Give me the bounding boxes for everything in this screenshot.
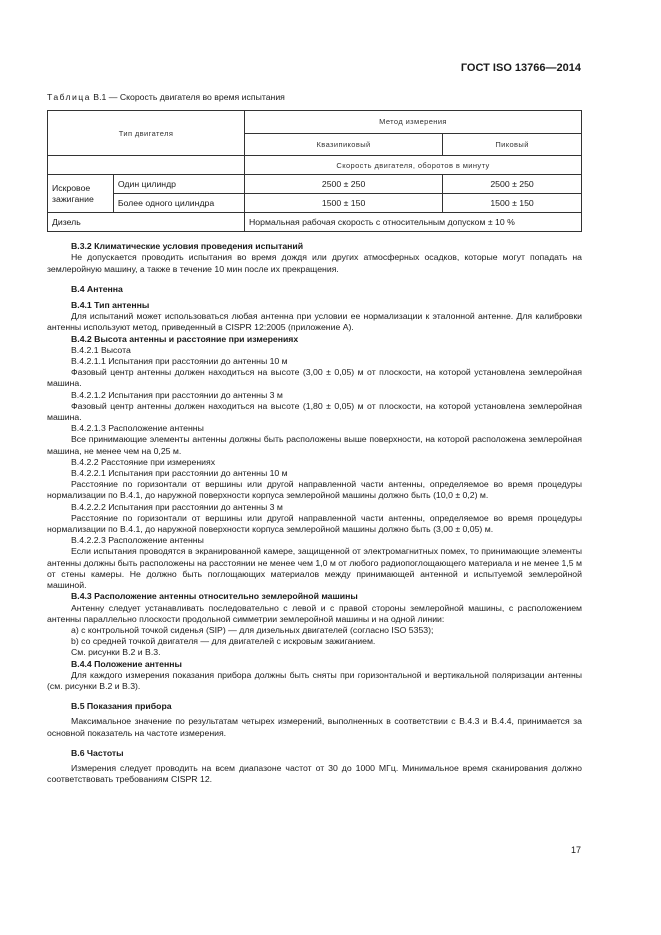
section-b6-text: Измерения следует проводить на всем диапазоне частот от 30 до 1000 МГц. Минимальное время сканирования должно соответствовать требованиям CISPR 12. — [47, 762, 582, 785]
section-b32-text: Не допускается проводить испытания во время дождя или других атмосферных осадков, которые могут попадать на землеройную машину, а также в течение 10 мин после их прекращения. — [47, 252, 582, 274]
section-b42-heading: В.4.2 Высота антенны и расстояние при измерениях — [71, 333, 299, 344]
header-quasi-peak: Квазипиковый — [245, 133, 443, 156]
section-b44-text: Для каждого измерения показания прибора должны быть сняты при горизонтальной и вертикальной поляризации антенны (см. рисунки В.2 и В.3). — [47, 669, 582, 691]
page-content — [47, 92, 582, 785]
section-b4222-heading: В.4.2.2.2 Испытания при расстоянии до антенны 3 м — [71, 501, 283, 512]
section-b41-text: Для испытаний может использоваться любая антенна при условии ее нормализации к эталонной антенне. Для калибровки антенны используют метод, приведенный в CISPR 12:2005 (приложение А). — [47, 311, 582, 333]
section-b4211-text: Фазовый центр антенны должен находиться на высоте (3,00 ± 0,05) м от плоскости, на которой установлена землеройная машина. — [47, 367, 582, 389]
section-b4211-heading: В.4.2.1.1 Испытания при расстоянии до антенны 10 м — [71, 356, 288, 367]
section-b6-heading: В.6 Частоты — [71, 747, 124, 758]
header-method: Метод измерения — [245, 111, 582, 134]
section-b4223-heading: В.4.2.2.3 Расположение антенны — [71, 535, 204, 546]
section-b422-heading: В.4.2.2 Расстояние при измерениях — [71, 456, 216, 467]
cell-multi-cylinder-quasi: 1500 ± 150 — [245, 194, 443, 213]
header-peak: Пиковый — [443, 133, 582, 156]
cell-multi-cylinder-peak: 1500 ± 150 — [443, 194, 582, 213]
cell-diesel-value: Нормальная рабочая скорость с относительным допуском ± 10 % — [245, 213, 582, 232]
section-b421-heading: В.4.2.1 Высота — [71, 344, 131, 355]
see-figures: См. рисунки В.2 и В.3. — [71, 647, 161, 658]
table-caption-text: В.1 — Скорость двигателя во время испытания — [90, 92, 285, 102]
section-b5-heading: В.5 Показания прибора — [71, 701, 172, 712]
document-id: ГОСТ ISO 13766—2014 — [460, 62, 581, 74]
header-speed: Скорость двигателя, оборотов в минуту — [245, 156, 582, 175]
section-b43-heading: В.4.3 Расположение антенны относительно землеройной машины — [71, 591, 358, 602]
list-item-b: b) со средней точкой двигателя — для двигателей с искровым зажиганием. — [71, 636, 376, 647]
list-item-a: a) с контрольной точкой сиденья (SIP) — для дизельных двигателей (согласно ISO 5353); — [71, 624, 434, 635]
section-b4213-heading: В.4.2.1.3 Расположение антенны — [71, 423, 204, 434]
page-number: 17 — [570, 845, 581, 855]
section-b41-heading: В.4.1 Тип антенны — [71, 300, 150, 311]
table-caption — [47, 92, 582, 103]
engine-speed-table — [47, 110, 582, 232]
section-b43-text: Антенну следует устанавливать последовательно с левой и с правой стороны землеройной машины, с расположением антенны параллельно плоскости продольной симметрии землеройной машины и на одной линии: — [47, 602, 582, 624]
section-b4-heading: В.4 Антенна — [71, 283, 123, 294]
section-b32-heading: В.3.2 Климатические условия проведения испытаний — [71, 241, 304, 252]
table-caption-prefix: Таблица — [47, 92, 91, 102]
section-b44-heading: В.4.4 Положение антенны — [71, 658, 182, 669]
cell-one-cylinder-peak: 2500 ± 250 — [443, 175, 582, 194]
section-b4213-text: Все принимающие элементы антенны должны быть расположены выше поверхности, на которой расположена землеройная машина, не менее чем на 0,25 м. — [47, 434, 582, 456]
row-spark-ignition: Искровое зажигание — [48, 175, 114, 213]
cell-one-cylinder: Один цилиндр — [113, 175, 244, 194]
section-b4223-text: Если испытания проводятся в экранированной камере, защищенной от электромагнитных помех, то принимающие элементы антенны должны быть расположены на расстоянии не менее чем 1,0 м от любого радиопоглощающего материала и не менее 1,5 м от стены камеры. Не должно быть поглощающих материалов между принимающей антенной и испытуемой землеройной машиной. — [47, 546, 582, 591]
cell-one-cylinder-quasi: 2500 ± 250 — [245, 175, 443, 194]
section-b4221-text: Расстояние по горизонтали от вершины или другой направленной части антенны, определяемое во время процедуры нормализации по В.4.1, до наружной поверхности корпуса землеройной машины должно быть (10,0 ± 0,2) м. — [47, 479, 582, 501]
section-b4221-heading: В.4.2.2.1 Испытания при расстоянии до антенны 10 м — [71, 468, 288, 479]
cell-multi-cylinder: Более одного цилиндра — [113, 194, 244, 213]
section-b4222-text: Расстояние по горизонтали от вершины или другой направленной части антенны, определяемое во время процедуры нормализации по В.4.1, до наружной поверхности корпуса землеройной машины должно быть (3,00 ± 0,05) м. — [47, 512, 582, 535]
header-engine-type: Тип двигателя — [48, 111, 245, 156]
section-b5-text: Максимальное значение по результатам четырех измерений, выполненных в соответствии с В.4.3 и В.4.4, принимается за основной показатель на частоте измерения. — [47, 716, 582, 738]
row-diesel: Дизель — [48, 213, 245, 232]
section-b4212-heading: В.4.2.1.2 Испытания при расстоянии до антенны 3 м — [71, 389, 283, 400]
section-b4212-text: Фазовый центр антенны должен находиться на высоте (1,80 ± 0,05) м от плоскости, на которой установлена землеройная машина. — [47, 400, 582, 423]
